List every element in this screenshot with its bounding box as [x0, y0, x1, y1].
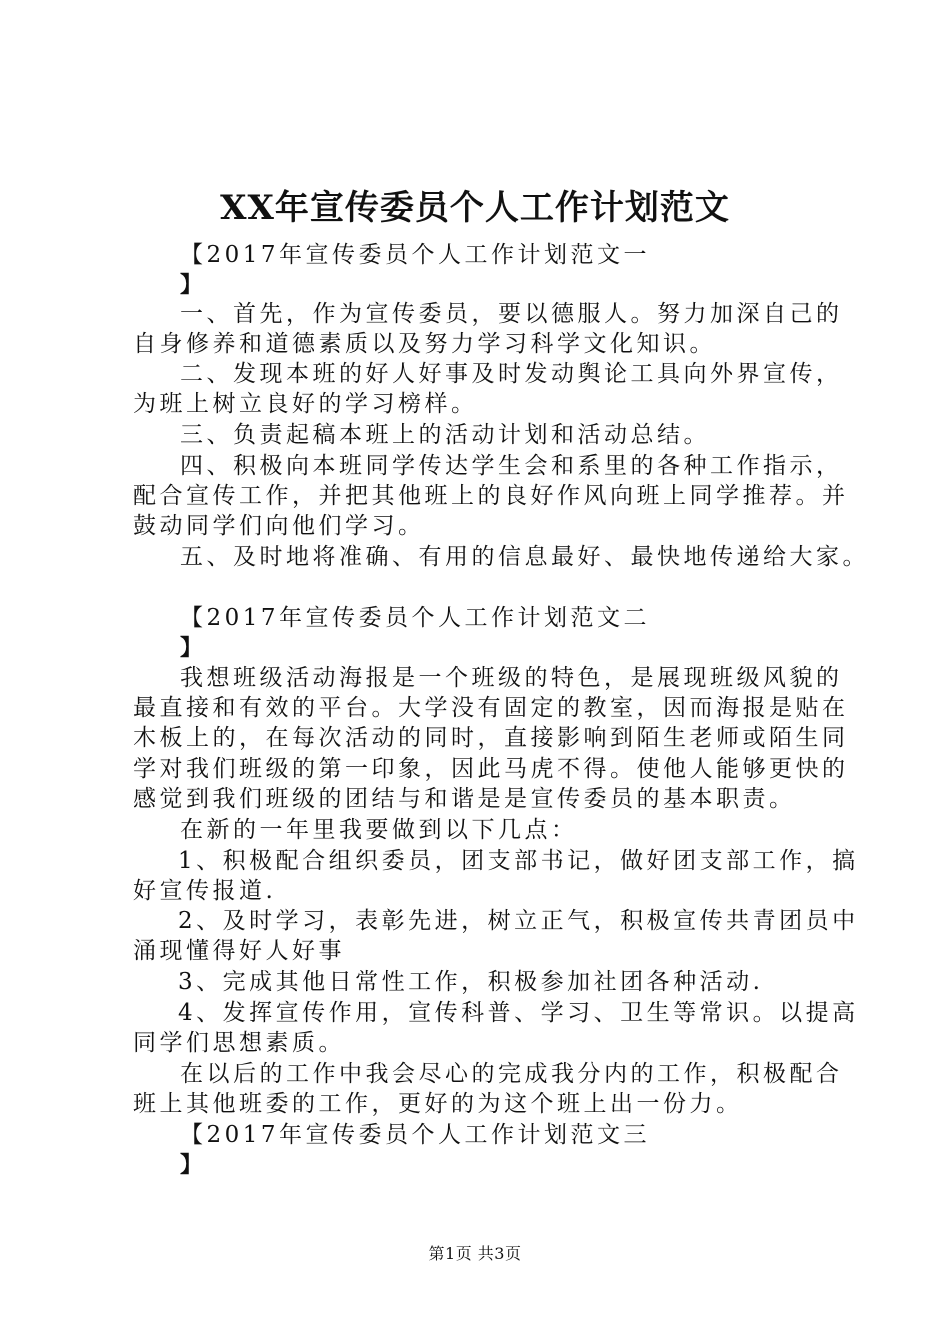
section-heading-close: 】: [180, 1152, 203, 1178]
paragraph-line: 鼓动同学们向他们学习。: [133, 513, 425, 539]
paragraph-line: 配合宣传工作，并把其他班上的良好作风向班上同学推荐。并: [133, 483, 849, 509]
section-heading: 【2017年宣传委员个人工作计划范文一: [180, 242, 651, 268]
paragraph-line: 同学们思想素质。: [133, 1030, 345, 1056]
paragraph-line: 班上其他班委的工作，更好的为这个班上出一份力。: [133, 1091, 743, 1117]
paragraph-line: 最直接和有效的平台。大学没有固定的教室，因而海报是贴在: [133, 695, 849, 721]
paragraph-line: 3、完成其他日常性工作，积极参加社团各种活动.: [178, 969, 764, 995]
paragraph-line: 我想班级活动海报是一个班级的特色，是展现班级风貌的: [180, 665, 843, 691]
paragraph-line: 木板上的，在每次活动的同时，直接影响到陌生老师或陌生同: [133, 725, 849, 751]
paragraph-line: 2、及时学习，表彰先进，树立正气，积极宣传共青团员中: [178, 908, 859, 934]
paragraph-line: 自身修养和道德素质以及努力学习科学文化知识。: [133, 331, 716, 357]
paragraph-line: 感觉到我们班级的团结与和谐是是宣传委员的基本职责。: [133, 786, 796, 812]
paragraph-line: 二、发现本班的好人好事及时发动舆论工具向外界宣传，: [180, 361, 843, 387]
paragraph-line: 三、负责起稿本班上的活动计划和活动总结。: [180, 422, 710, 448]
section-heading: 【2017年宣传委员个人工作计划范文二: [180, 605, 651, 631]
paragraph-line: 五、及时地将准确、有用的信息最好、最快地传递给大家。: [180, 544, 869, 570]
paragraph-line: 1、积极配合组织委员，团支部书记，做好团支部工作，搞: [178, 848, 859, 874]
paragraph-line: 在以后的工作中我会尽心的完成我分内的工作，积极配合: [180, 1061, 843, 1087]
page-footer: 第1页 共3页: [428, 1244, 522, 1263]
section-heading-close: 】: [180, 272, 203, 298]
paragraph-line: 4、发挥宣传作用，宣传科普、学习、卫生等常识。以提高: [178, 1000, 859, 1026]
section-heading-close: 】: [180, 635, 203, 661]
paragraph-line: 好宣传报道.: [133, 878, 277, 904]
paragraph-line: 一、首先，作为宣传委员，要以德服人。努力加深自己的: [180, 301, 843, 327]
paragraph-line: 四、积极向本班同学传达学生会和系里的各种工作指示，: [180, 453, 843, 479]
document-title: XX年宣传委员个人工作计划范文: [220, 188, 730, 228]
paragraph-line: 学对我们班级的第一印象，因此马虎不得。使他人能够更快的: [133, 756, 849, 782]
paragraph-line: 涌现懂得好人好事: [133, 938, 345, 964]
section-heading: 【2017年宣传委员个人工作计划范文三: [180, 1122, 651, 1148]
paragraph-line: 为班上树立良好的学习榜样。: [133, 391, 478, 417]
paragraph-line: 在新的一年里我要做到以下几点：: [180, 817, 578, 843]
